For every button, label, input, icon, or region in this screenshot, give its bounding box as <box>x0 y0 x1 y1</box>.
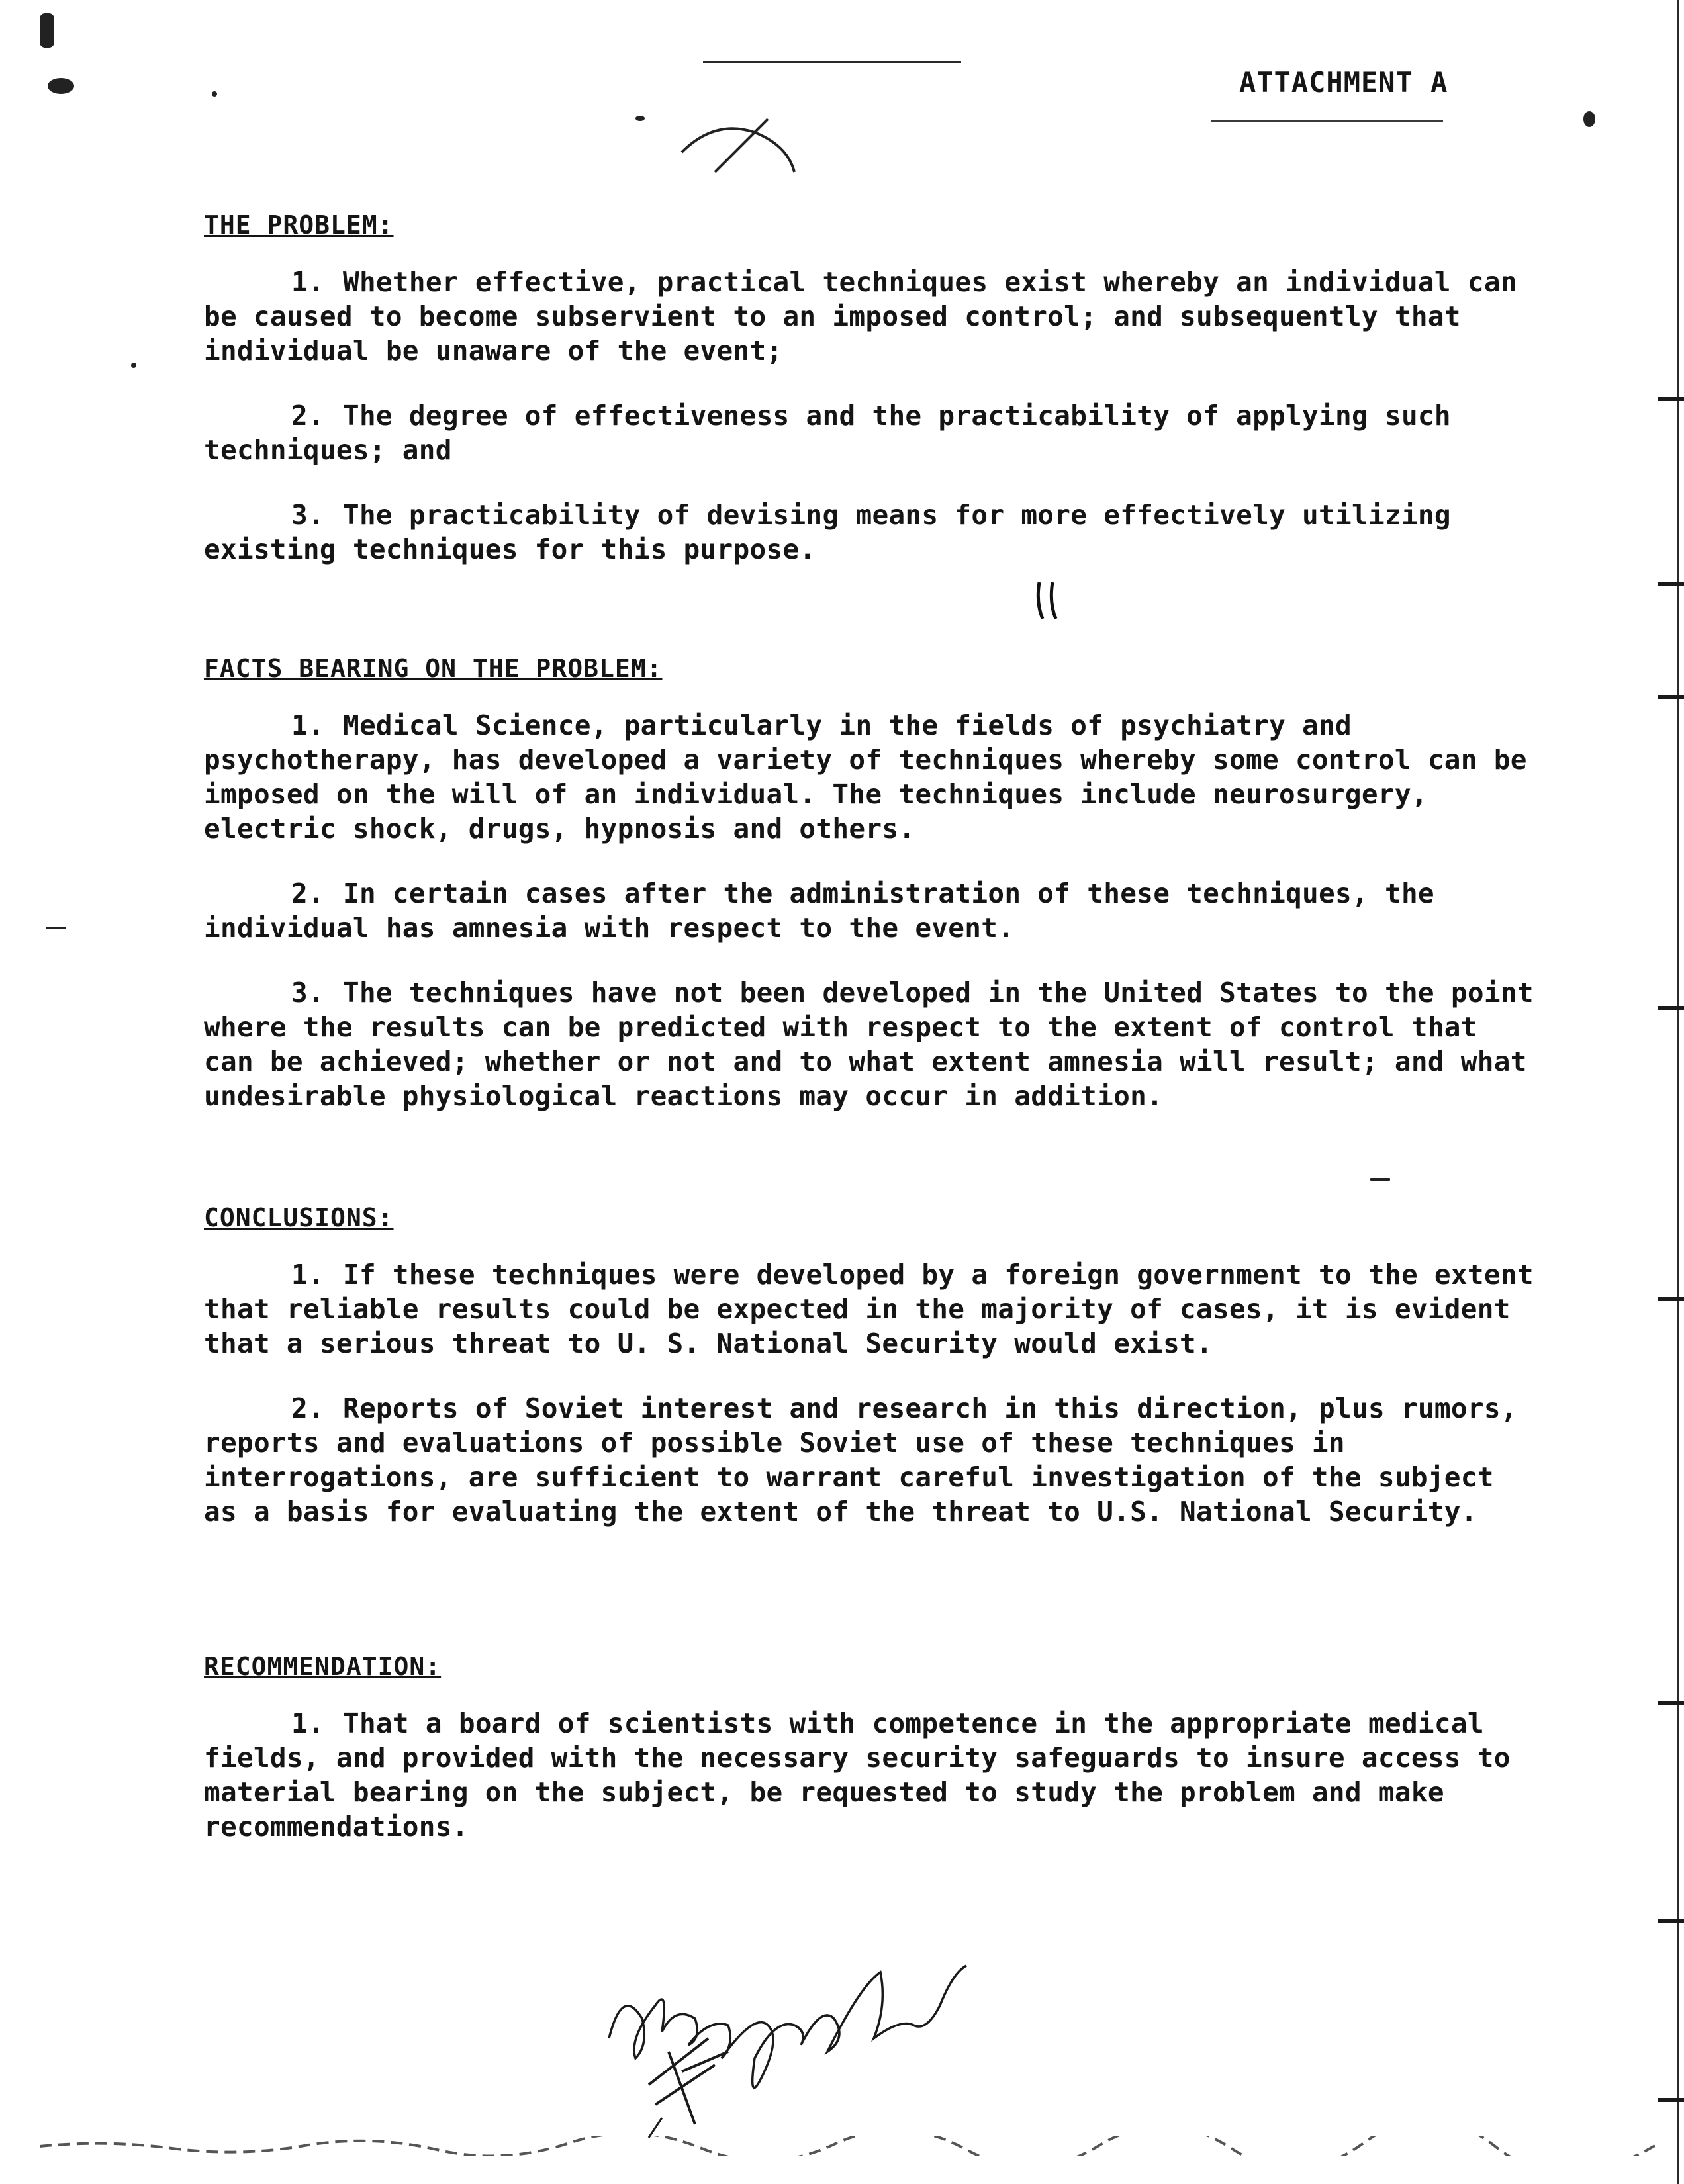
section-conclusions <box>204 1203 1541 1559</box>
top-rule <box>703 61 961 63</box>
scan-mark <box>48 78 74 94</box>
section-heading: FACTS BEARING ON THE PROBLEM: <box>204 654 663 683</box>
edge-tick <box>1658 1701 1684 1705</box>
bottom-scan-noise <box>40 2136 1655 2156</box>
paragraph-number: 1. <box>291 1259 324 1291</box>
paragraph <box>204 976 1541 1113</box>
section-the-problem <box>204 210 1541 597</box>
paragraph-number: 1. <box>291 1707 324 1739</box>
section-facts-bearing <box>204 654 1541 1144</box>
pen-mark-top <box>675 106 808 179</box>
paragraph-text: The practicability of devising means for more effectively utilizing existing techniques for this purpose. <box>204 499 1451 565</box>
paragraph <box>204 498 1541 567</box>
section-heading: THE PROBLEM: <box>204 210 394 240</box>
paragraph-number: 2. <box>291 1392 324 1424</box>
paragraph-text: Reports of Soviet interest and research in this direction, plus rumors, reports and evaluations of possible Soviet use of these techniques in interrogations, are sufficient to warrant careful investigation of the subject as a basis for evaluating the extent of the threat to U.S. National Security. <box>204 1392 1517 1527</box>
paragraph-number: 3. <box>291 977 324 1009</box>
paragraph-text: The degree of effectiveness and the practicability of applying such techniques; and <box>204 400 1451 466</box>
handwritten-signature <box>596 1906 993 2144</box>
section-heading: RECOMMENDATION: <box>204 1652 442 1681</box>
scan-mark <box>1370 1178 1390 1181</box>
edge-tick <box>1658 1919 1684 1923</box>
paragraph <box>204 265 1541 368</box>
paragraph <box>204 398 1541 467</box>
edge-tick <box>1658 1297 1684 1301</box>
paragraph-text: If these techniques were developed by a foreign government to the extent that reliable results could be expected in the majority of cases, it is evident that a serious threat to U. S. National Security would exist. <box>204 1259 1534 1359</box>
paragraph-text: Medical Science, particularly in the fields of psychiatry and psychotherapy, has developed a variety of techniques whereby some control can be imposed on the will of an individual. The techniques include neurosurgery, electric shock, drugs, hypnosis and others. <box>204 709 1527 844</box>
paragraph-number: 2. <box>291 400 324 432</box>
edge-tick <box>1658 582 1684 586</box>
edge-tick <box>1658 2098 1684 2102</box>
edge-tick <box>1658 695 1684 699</box>
paragraph-text: Whether effective, practical techniques exist whereby an individual can be caused to become subservient to an imposed control; and subsequently that individual be unaware of the event; <box>204 266 1517 367</box>
scan-mark <box>46 927 66 929</box>
section-heading: CONCLUSIONS: <box>204 1203 394 1232</box>
paragraph-number: 2. <box>291 878 324 909</box>
edge-tick <box>1658 1006 1684 1010</box>
scan-mark <box>1583 111 1595 127</box>
pen-mark-margin <box>1033 576 1086 622</box>
paragraph-text: In certain cases after the administration of these techniques, the individual has amnesia with respect to the event. <box>204 878 1434 944</box>
paragraph-number: 1. <box>291 709 324 741</box>
paragraph <box>204 1706 1541 1844</box>
paragraph-text: That a board of scientists with competence in the appropriate medical fields, and provided with the necessary security safeguards to insure access to material bearing on the subject, be requested to study the problem and make recommendations. <box>204 1707 1511 1843</box>
paragraph <box>204 708 1541 846</box>
edge-tick <box>1658 397 1684 401</box>
paragraph-number: 3. <box>291 499 324 531</box>
paragraph <box>204 1391 1541 1529</box>
section-recommendation <box>204 1652 1541 1874</box>
paragraph-number: 1. <box>291 266 324 298</box>
scan-mark <box>40 13 54 48</box>
page-edge <box>1677 0 1679 2184</box>
attachment-underline <box>1211 120 1443 122</box>
scan-mark <box>212 91 217 97</box>
scan-mark <box>131 363 136 368</box>
paragraph-text: The techniques have not been developed in the United States to the point where the results can be predicted with respect to the extent of control that can be achieved; whether or not and to what extent amnesia will result; and what undesirable physiological reactions may occur in addition. <box>204 977 1534 1112</box>
attachment-label: ATTACHMENT A <box>1239 66 1448 99</box>
scan-mark <box>635 116 645 121</box>
paragraph <box>204 876 1541 945</box>
paragraph <box>204 1257 1541 1361</box>
